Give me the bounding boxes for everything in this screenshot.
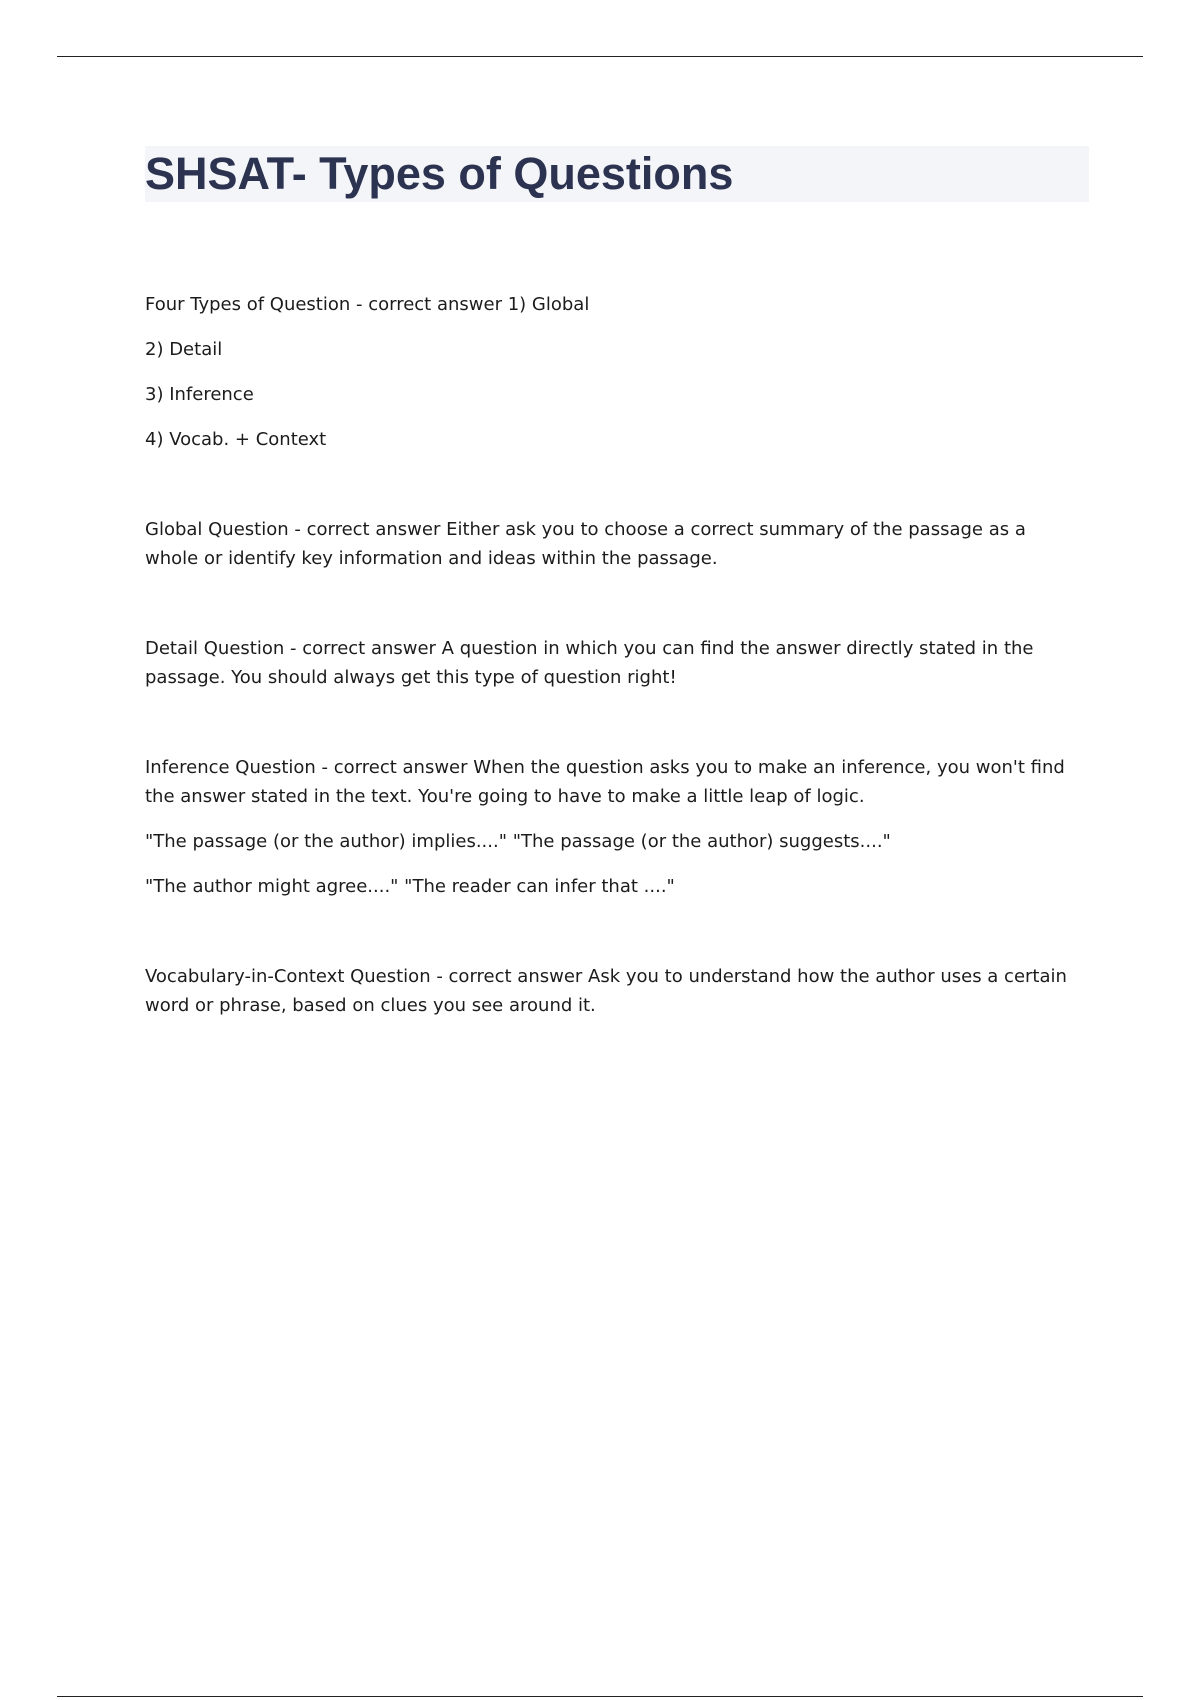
entry-line: Four Types of Question - correct answer 1) Global [145, 294, 590, 315]
entry-line: Inference Question - correct answer When the question asks you to make an inference, you won't find the answer stated in the text. You're going to have to make a little leap of logic. [145, 757, 1065, 807]
entry-line: 2) Detail [145, 339, 223, 360]
entry-vocabulary-question [145, 962, 1080, 1020]
entry-global-question [145, 515, 1080, 573]
entry-line: 4) Vocab. + Context [145, 429, 327, 450]
entry-line: Global Question - correct answer Either ask you to choose a correct summary of the passage as a whole or identify key information and ideas within the passage. [145, 519, 1026, 569]
entry-line: "The passage (or the author) implies...." "The passage (or the author) suggests...." [145, 831, 891, 852]
entry-line: Detail Question - correct answer A question in which you can find the answer directly stated in the passage. You should always get this type of question right! [145, 638, 1034, 688]
entry-detail-question [145, 634, 1080, 692]
entry-inference-question [145, 753, 1080, 901]
top-rule [57, 56, 1143, 57]
entry-four-types [145, 290, 1080, 454]
entry-line: Vocabulary-in-Context Question - correct answer Ask you to understand how the author uses a certain word or phrase, based on clues you see around it. [145, 966, 1067, 1016]
entry-line: "The author might agree...." "The reader can infer that ...." [145, 876, 675, 897]
document-body [145, 290, 1080, 1020]
page-title: SHSAT- Types of Questions [145, 148, 734, 199]
entry-line: 3) Inference [145, 384, 254, 405]
bottom-rule [57, 1696, 1143, 1697]
